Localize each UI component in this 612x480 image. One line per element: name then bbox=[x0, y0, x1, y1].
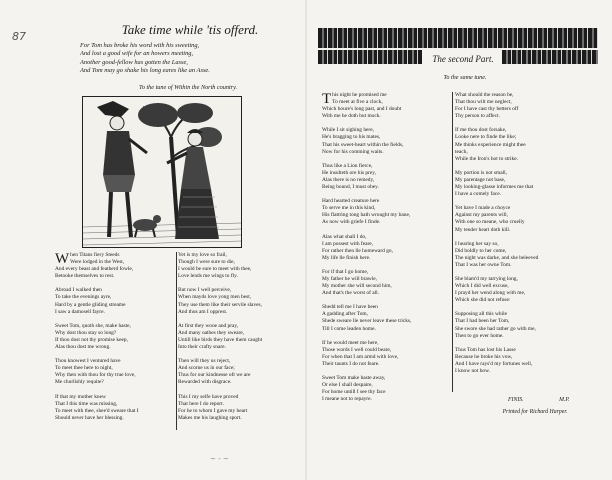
printer-imprint: Printed for Richard Harper. bbox=[502, 409, 568, 415]
verse-line: I would be sure to meet with thee, bbox=[178, 266, 252, 273]
verse-line: Were lodged in the West, bbox=[70, 259, 125, 266]
intro-line: For Tom has broke his word with his sweeting, bbox=[80, 42, 200, 49]
verse-line: And thus am I opprest. bbox=[178, 308, 228, 315]
verse-line: A gadding after Tom, bbox=[322, 311, 368, 318]
verse-line: Into their crafty snare. bbox=[178, 344, 226, 351]
verse-line: Alas what shall I do, bbox=[322, 233, 367, 240]
verse-line: And I have rays'd my fortunes well, bbox=[455, 360, 533, 367]
verse-line: teach, bbox=[455, 148, 468, 155]
column-rule bbox=[452, 92, 453, 392]
verse-line: That here I do report. bbox=[178, 400, 224, 407]
verse-line: If me thou dost forsake, bbox=[455, 127, 507, 134]
verse-line: My looking-glasse informes me that bbox=[455, 184, 534, 191]
dropcap-w: W bbox=[55, 251, 70, 267]
verse-line: Those words I well could beare, bbox=[322, 346, 392, 353]
verse-line: Me thinks experience might thee bbox=[455, 141, 526, 148]
verse-line: They use them like their servile slaves, bbox=[178, 301, 262, 308]
verse-line: Yet is my love so frail, bbox=[178, 252, 227, 258]
verse-line: My life lle finish here. bbox=[322, 254, 371, 261]
verse-line: For home untill I see thy face bbox=[322, 389, 386, 396]
verse-line: Shedd tell me I have been bbox=[322, 304, 378, 311]
finis-line bbox=[500, 397, 600, 403]
verse-line: Which she did not refuse: bbox=[455, 297, 511, 304]
verse-line: That I had been her Tom, bbox=[455, 318, 510, 325]
verse-line: I have a comely face. bbox=[455, 191, 501, 198]
intro-line: And lost a good wife for an howers meeting, bbox=[80, 50, 194, 58]
woodcut-couple-illustration bbox=[82, 96, 242, 248]
verse-line: For if that I go home, bbox=[322, 268, 369, 275]
verse-line: With one so meane, who cruelly bbox=[455, 219, 525, 226]
dropcap-t: T bbox=[322, 91, 332, 107]
verse-line: Shede sweare lle never leave these tricks, bbox=[322, 318, 412, 325]
intro-line: Another good-fellow has gotten the Lasse, bbox=[80, 58, 188, 66]
tune-instruction: To the tune of Within the North country. bbox=[138, 84, 238, 91]
verse-line: And many oathes they sweare, bbox=[178, 329, 245, 336]
verse-line: Rewarded with disgrace. bbox=[178, 379, 232, 386]
ballad-title: Take time while 'tis offerd. bbox=[121, 22, 259, 37]
verse-line: Love lends me wings to fly. bbox=[178, 273, 238, 280]
verse-line: If he would meet me here, bbox=[322, 339, 379, 346]
verse-line: For when that I am armd with love, bbox=[322, 353, 399, 360]
verse-line: I saw a damosell fayre. bbox=[55, 308, 105, 315]
ornamental-banner-right bbox=[502, 50, 598, 64]
verse-line: Or else I shall despaire, bbox=[322, 382, 373, 389]
verse-line: Against my parents will, bbox=[455, 212, 509, 219]
verse-column-right-2 bbox=[455, 92, 595, 375]
verse-line: He insulteth ore his prey, bbox=[322, 169, 376, 176]
verse-line: Which houre's long past, and I doubt bbox=[322, 106, 402, 113]
verse-line: Thy person to affect. bbox=[455, 113, 500, 120]
verse-line: Thus Tom has lost his Lasse bbox=[455, 346, 516, 353]
verse-line: Makes me his laughing sport. bbox=[178, 414, 242, 421]
verse-line: She blam'd my tarrying long, bbox=[455, 275, 518, 282]
intro-verse bbox=[80, 42, 300, 75]
column-rule bbox=[176, 252, 177, 430]
verse-line: Till I come leaden home. bbox=[322, 325, 376, 332]
verse-line: Then will they us reject, bbox=[178, 358, 231, 365]
author-initials: M.P. bbox=[559, 397, 570, 403]
verse-line: To serve me in this kind, bbox=[322, 205, 376, 212]
verse-line: Sweet Tom, quoth she, make haste, bbox=[55, 322, 131, 329]
verse-line: He's bragging to his mates, bbox=[322, 134, 381, 141]
verse-line: While the Iron's hot to strike. bbox=[455, 155, 518, 162]
verse-line: That I was her owne Tom. bbox=[455, 261, 512, 268]
verse-line: This I my selfe have proved bbox=[178, 393, 239, 400]
verse-line: At first they wooe and pray, bbox=[178, 322, 239, 329]
verse-line: Though I were sure to die, bbox=[178, 259, 235, 266]
page-fold bbox=[305, 0, 307, 480]
verse-line: Me churlishly requite? bbox=[55, 379, 104, 386]
verse-line: If that my mother knew bbox=[55, 393, 106, 400]
verse-line: Hard by a gentle gliding streame bbox=[55, 301, 126, 308]
verse-column-left-2 bbox=[178, 252, 303, 422]
verse-line: For he to whom I gave my heart bbox=[178, 407, 248, 414]
verse-line: She swore she had rather go with me, bbox=[455, 325, 536, 332]
verse-line: While I sit sighing here, bbox=[322, 127, 374, 134]
verse-line: To take the evenings ayre, bbox=[55, 294, 112, 301]
verse-line: And scorne us in our face; bbox=[178, 365, 235, 372]
verse-line: I am possest with feare, bbox=[322, 240, 374, 247]
verse-line: Supposing all this while bbox=[455, 311, 507, 318]
verse-line: I hearing her say so, bbox=[455, 240, 499, 247]
verse-line: Looke nere to finde the like; bbox=[455, 134, 517, 141]
verse-line: Yet have I made a choyce bbox=[455, 205, 511, 212]
verse-column-right-1 bbox=[322, 92, 452, 403]
ornamental-banner-left bbox=[318, 50, 422, 64]
verse-line: This night he promised me bbox=[322, 91, 387, 107]
verse-line: Abroad I walked then bbox=[55, 287, 102, 294]
verse-line: If thou dost not thy promise keep, bbox=[55, 336, 128, 343]
verse-line: And that's the worst of all. bbox=[322, 290, 379, 297]
verse-line: Then to go ever home. bbox=[455, 332, 504, 339]
verse-line: Betooke themselves to rest. bbox=[55, 273, 115, 280]
verse-line: I meane not to repayre. bbox=[322, 396, 372, 403]
verse-line: Thou knowest I ventured have bbox=[55, 358, 121, 365]
verse-line: Thus like a Lion fierce, bbox=[322, 162, 373, 169]
verse-line: Which I did well excuse, bbox=[455, 283, 509, 290]
verse-line: The night was darke, and she beleeved bbox=[455, 254, 539, 261]
verse-line: When mayds love yong men best, bbox=[178, 294, 252, 301]
verse-line: Why then with thou for thy true love, bbox=[55, 372, 136, 379]
verse-line: To meet thee here to night, bbox=[55, 365, 113, 372]
verse-line: Being bound, I must obey. bbox=[322, 184, 379, 191]
page-number: 87 bbox=[12, 30, 26, 43]
verse-line: But now I well perceive, bbox=[178, 287, 232, 294]
second-part-label: The second Part. bbox=[428, 54, 498, 64]
verse-line: Sweet Tom make haste away, bbox=[322, 375, 386, 381]
pencil-scribble: ~ - ~ bbox=[210, 455, 229, 463]
verse-line: Because he broke his vow, bbox=[455, 353, 513, 360]
finis-text: FINIS. bbox=[508, 397, 524, 403]
verse-line: My mother she will second him, bbox=[322, 283, 392, 290]
verse-line: What should the reason be, bbox=[455, 92, 514, 98]
verse-line: Untill like birds they have them caught bbox=[178, 336, 263, 343]
verse-line: As now with griefe I finde. bbox=[322, 219, 381, 226]
verse-line: For rather then lle homeward go, bbox=[322, 247, 393, 254]
verse-line: Alas there is no remedy, bbox=[322, 176, 375, 183]
verse-line: My portion is not small, bbox=[455, 169, 507, 176]
verse-line: When Titans fiery Steeds bbox=[55, 251, 120, 267]
verse-line: And every beast and featherd fowle, bbox=[55, 266, 134, 273]
intro-line: And Tom may go shake his long eares like an Asse. bbox=[80, 66, 210, 74]
verse-line: Their taunts I do not feare. bbox=[322, 360, 380, 367]
verse-line: Hard hearted creature here bbox=[322, 198, 380, 205]
tune-instruction-right: To the same tune. bbox=[443, 74, 487, 81]
verse-line: I prayd her wend along with me, bbox=[455, 290, 526, 297]
verse-line: To meet with thee, shee'd sweare that I bbox=[55, 407, 139, 414]
verse-line: His flattring tong hath wrought my bane, bbox=[322, 212, 411, 219]
verse-line: Alas thou dost me wrong. bbox=[55, 344, 111, 351]
verse-line: My tender heart doth kill. bbox=[455, 226, 511, 233]
verse-line: Now for his comming waits. bbox=[322, 148, 384, 155]
verse-line: Did boldly to her come, bbox=[455, 247, 507, 254]
verse-column-left-1 bbox=[55, 252, 175, 422]
verse-line: That I this time was missing, bbox=[55, 400, 118, 407]
verse-line: I know not how. bbox=[455, 368, 490, 374]
verse-line: My father he will brawle, bbox=[322, 275, 377, 282]
verse-line: Why dost thou stay so long? bbox=[55, 329, 117, 336]
verse-line: My parentage not base, bbox=[455, 176, 506, 183]
verse-line: Thus for our kindnesse oft we are bbox=[178, 372, 251, 379]
verse-line: That his sweet-heart within the fields, bbox=[322, 141, 404, 148]
verse-line: Should never have her blessing. bbox=[55, 414, 124, 421]
verse-line: To meet at five a clock, bbox=[332, 99, 383, 106]
verse-line: For I have cast thy betters off bbox=[455, 106, 519, 113]
verse-line: That thou wilt me neglect, bbox=[455, 99, 512, 106]
ornamental-banner-top bbox=[318, 28, 598, 48]
verse-line: With me he doth but mock. bbox=[322, 113, 381, 120]
